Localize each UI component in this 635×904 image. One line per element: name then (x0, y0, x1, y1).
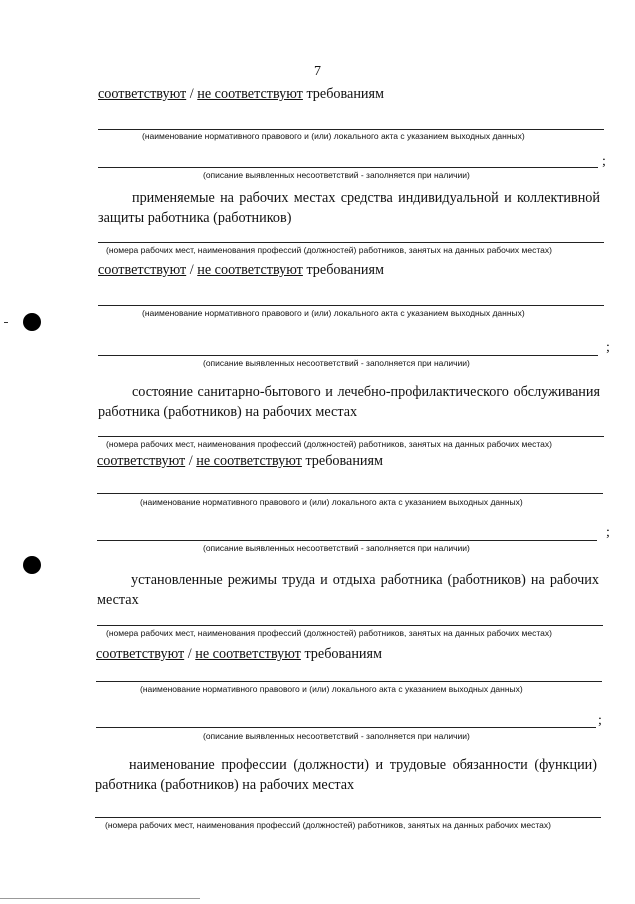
complies-option[interactable]: соответствуют (98, 86, 187, 102)
compliance-line-1 (98, 86, 384, 103)
semicolon-4: ; (598, 713, 602, 728)
normative-act-caption-4: (наименование нормативного правового и (или) локального акта с указанием выходных данных) (140, 684, 523, 694)
discrepancies-field-1[interactable] (98, 167, 598, 168)
protective-equipment-paragraph: применяемые на рабочих местах средства индивидуальной и коллективной защиты работника (работников) (98, 190, 600, 226)
discrepancies-field-2[interactable] (98, 355, 598, 356)
semicolon-1: ; (602, 154, 606, 169)
workplaces-caption-1: (номера рабочих мест, наименования профессий (должностей) работников, занятых на данных рабочих местах) (106, 245, 552, 255)
workplaces-field-3[interactable] (97, 625, 603, 626)
page-number: 7 (314, 64, 321, 79)
workplaces-caption-2: (номера рабочих мест, наименования профессий (должностей) работников, занятых на данных рабочих местах) (106, 439, 552, 449)
discrepancies-field-3[interactable] (97, 540, 597, 541)
requirements-text: требованиям (302, 86, 385, 102)
workplaces-field-1[interactable] (98, 242, 604, 243)
not-complies-option[interactable]: не соответствуют (197, 262, 303, 278)
work-rest-regime-paragraph: установленные режимы труда и отдыха работника (работников) на рабочих местах (97, 572, 599, 608)
not-complies-option[interactable]: не соответствуют (195, 646, 301, 662)
discrepancies-field-4[interactable] (96, 727, 596, 728)
normative-act-caption-2: (наименование нормативного правового и (или) локального акта с указанием выходных данных) (142, 308, 525, 318)
profession-duties-paragraph: наименование профессии (должности) и трудовые обязанности (функции) работника (работников) на рабочих местах (95, 757, 597, 793)
workplaces-caption-4: (номера рабочих мест, наименования профессий (должностей) работников, занятых на данных рабочих местах) (105, 820, 551, 830)
separator: / (184, 646, 196, 662)
complies-option[interactable]: соответствуют (97, 453, 186, 469)
discrepancies-caption-4: (описание выявленных несоответствий - заполняется при наличии) (203, 731, 470, 741)
separator: / (185, 453, 197, 469)
sanitary-services-paragraph: состояние санитарно-бытового и лечебно-профилактического обслуживания работника (работников) на рабочих местах (98, 384, 600, 420)
semicolon-3: ; (606, 525, 610, 540)
discrepancies-caption-1: (описание выявленных несоответствий - заполняется при наличии) (203, 170, 470, 180)
normative-act-field-1[interactable] (98, 129, 604, 130)
scan-edge-line (0, 898, 200, 899)
requirements-text: требованиям (301, 453, 384, 469)
discrepancies-caption-2: (описание выявленных несоответствий - заполняется при наличии) (203, 358, 470, 368)
normative-act-field-3[interactable] (97, 493, 603, 494)
binder-hole-icon (23, 313, 41, 331)
normative-act-caption-1: (наименование нормативного правового и (или) локального акта с указанием выходных данных) (142, 131, 525, 141)
complies-option[interactable]: соответствуют (96, 646, 185, 662)
normative-act-field-4[interactable] (96, 681, 602, 682)
separator: / (186, 86, 198, 102)
binder-hole-icon (23, 556, 41, 574)
semicolon-2: ; (606, 340, 610, 355)
discrepancies-caption-3: (описание выявленных несоответствий - заполняется при наличии) (203, 543, 470, 553)
workplaces-caption-3: (номера рабочих мест, наименования профессий (должностей) работников, занятых на данных рабочих местах) (106, 628, 552, 638)
not-complies-option[interactable]: не соответствуют (197, 86, 303, 102)
edge-mark (4, 322, 8, 323)
normative-act-field-2[interactable] (98, 305, 604, 306)
normative-act-caption-3: (наименование нормативного правового и (или) локального акта с указанием выходных данных) (140, 497, 523, 507)
compliance-line-2 (98, 262, 384, 279)
requirements-text: требованиям (300, 646, 383, 662)
workplaces-field-2[interactable] (98, 436, 604, 437)
workplaces-field-4[interactable] (95, 817, 601, 818)
not-complies-option[interactable]: не соответствуют (196, 453, 302, 469)
compliance-line-3 (97, 453, 383, 470)
compliance-line-4 (96, 646, 382, 663)
complies-option[interactable]: соответствуют (98, 262, 187, 278)
separator: / (186, 262, 198, 278)
requirements-text: требованиям (302, 262, 385, 278)
